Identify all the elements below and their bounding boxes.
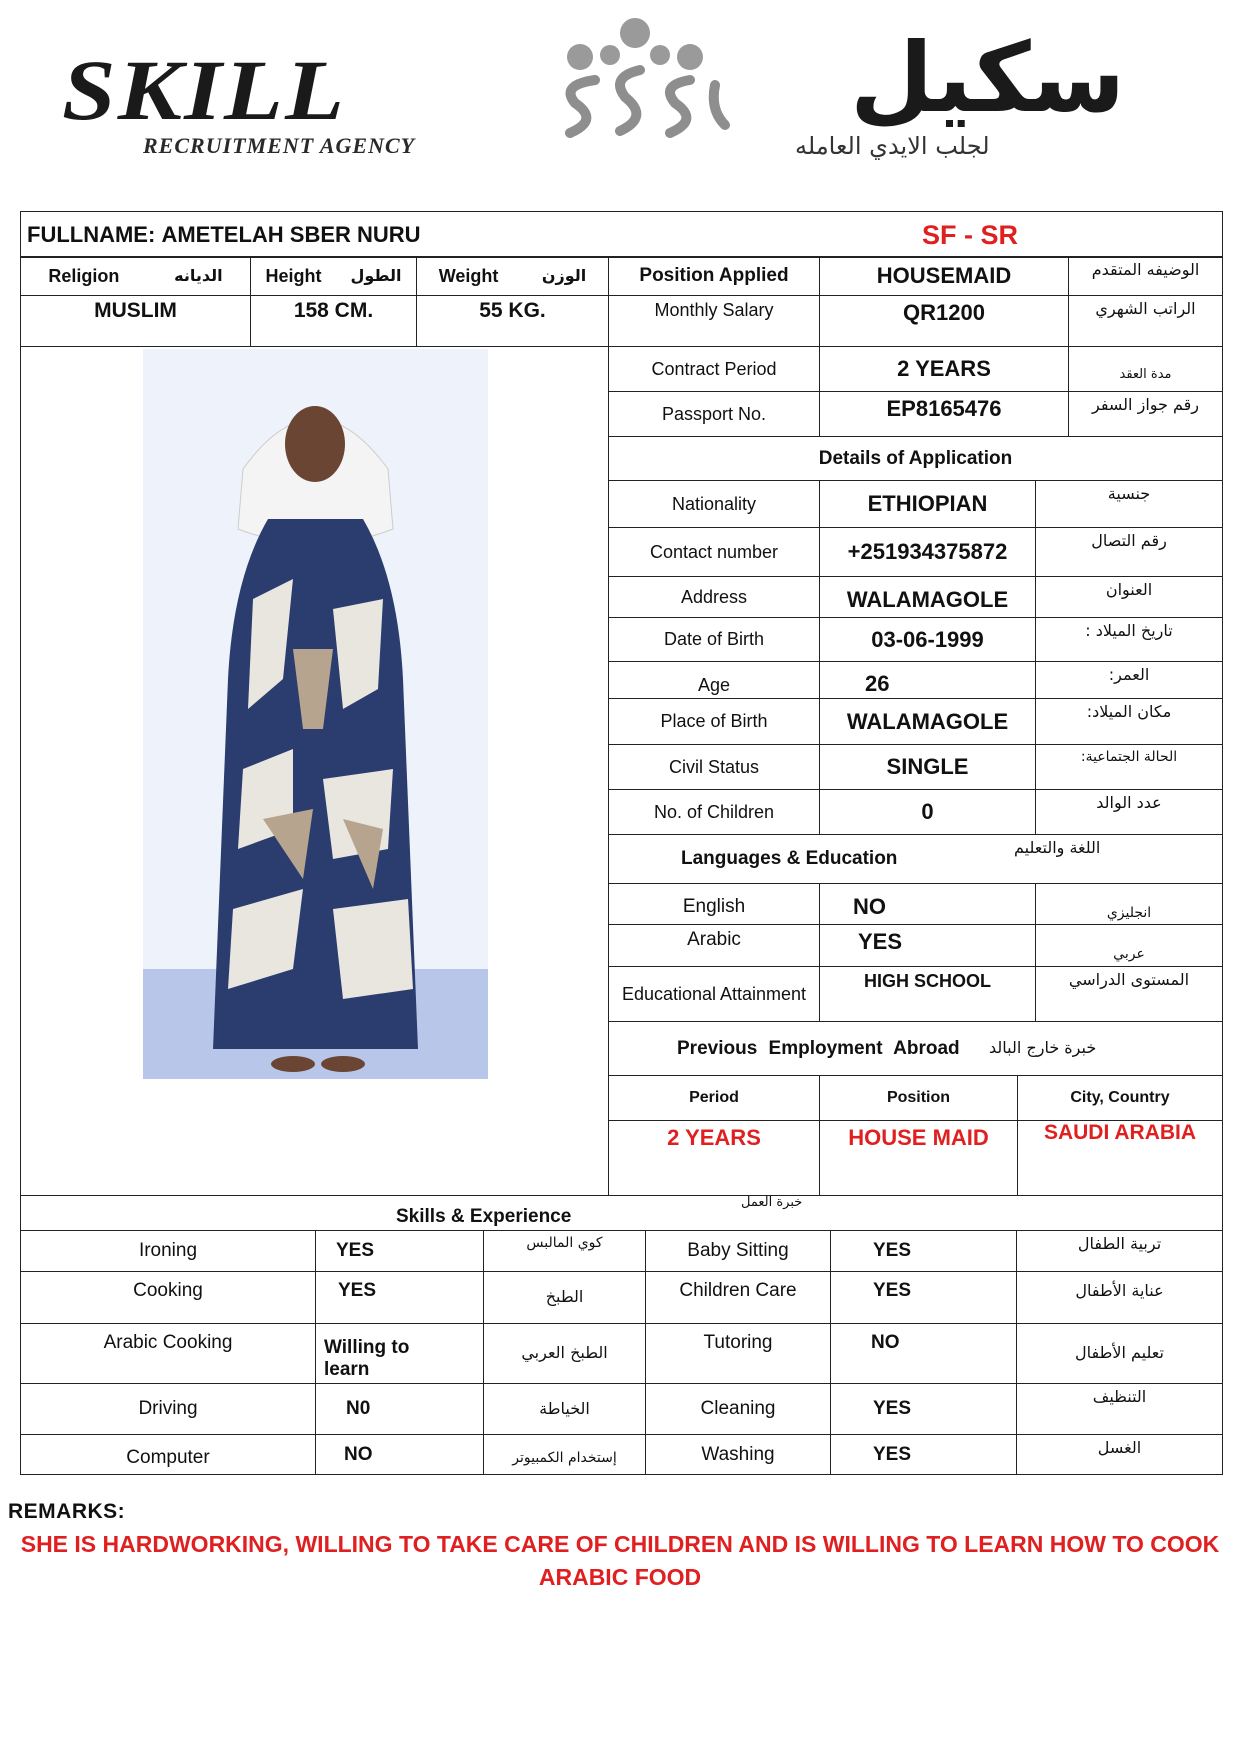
detail-ar: العمر:: [1035, 661, 1223, 699]
detail-value: ETHIOPIAN: [819, 480, 1036, 528]
lang-label: Educational Attainment: [608, 966, 820, 1022]
lang-value: NO: [819, 883, 1036, 925]
height-header: [250, 256, 417, 296]
lang-ar: المستوى الدراسي: [1035, 966, 1223, 1022]
fullname-label: FULLNAME:: [27, 221, 156, 247]
form-code: SF - SR: [921, 220, 1018, 251]
weight-value: 55 KG.: [416, 295, 609, 347]
lang-value: YES: [819, 924, 1036, 967]
detail-ar: تاريخ الميلاد :: [1035, 617, 1223, 662]
brand-subtitle: RECRUITMENT AGENCY: [143, 133, 416, 158]
lang-label: English: [608, 883, 820, 925]
detail-value: WALAMAGOLE: [819, 698, 1036, 745]
fullname-value: AMETELAH SBER NURU: [161, 221, 421, 247]
arabic-subtitle: لجلب الايدي العامله: [795, 132, 990, 160]
skill-ar: الخياطة: [483, 1383, 646, 1435]
religion-header: [20, 256, 251, 296]
passport-value: EP8165476: [819, 391, 1069, 437]
languages-ar: اللغة والتعليم: [1014, 838, 1101, 857]
employment-period: 2 YEARS: [608, 1120, 820, 1196]
detail-label: No. of Children: [608, 789, 820, 835]
remarks-label: REMARKS:: [8, 1500, 126, 1523]
height-value: 158 CM.: [250, 295, 417, 347]
employment-header-position: Position: [819, 1075, 1018, 1121]
detail-ar: مكان الميلاد:: [1035, 698, 1223, 745]
remarks-text: SHE IS HARDWORKING, WILLING TO TAKE CARE OF CHILDREN AND IS WILLING TO LEARN HOW TO COOK ARABIC FOOD: [20, 1531, 1220, 1591]
employment-position: HOUSE MAID: [819, 1120, 1018, 1196]
applicant-photo: [143, 349, 488, 1079]
skill-name: Arabic Cooking: [20, 1323, 316, 1384]
skill-name: Computer: [20, 1434, 316, 1475]
skill-value: YES: [315, 1271, 484, 1324]
languages-title: Languages & Education: [681, 848, 898, 870]
detail-label: Address: [608, 576, 820, 618]
height-ar: الطول: [350, 265, 402, 285]
detail-label: Place of Birth: [608, 698, 820, 745]
skill-ar: إستخدام الكمبيوتر: [483, 1434, 646, 1475]
skill-ar: عناية الأطفال: [1016, 1271, 1223, 1324]
skill-value: NO: [830, 1323, 1017, 1384]
skills-title: Skills & Experience: [396, 1206, 572, 1227]
brand-title: SKILL: [62, 42, 347, 138]
contract-ar: مدة العقد: [1068, 346, 1223, 392]
detail-value: 0: [819, 789, 1036, 835]
weight-ar: الوزن: [541, 265, 587, 285]
detail-ar: عدد الوالد: [1035, 789, 1223, 835]
skill-ar: الغسل: [1016, 1434, 1223, 1475]
lang-ar: انجليزي: [1035, 883, 1223, 925]
lang-value: HIGH SCHOOL: [819, 966, 1036, 1022]
detail-ar: جنسية: [1035, 480, 1223, 528]
skill-ar: الطبخ: [483, 1271, 646, 1324]
skill-value: YES: [830, 1271, 1017, 1324]
photo-frame: [20, 346, 609, 1196]
skill-name: Cleaning: [645, 1383, 831, 1435]
arabic-brand: سكيل: [850, 22, 1126, 134]
skill-value: YES: [830, 1230, 1017, 1272]
position-applied-ar: الوضيفه المتقدم: [1068, 256, 1223, 296]
salary-label: Monthly Salary: [608, 295, 820, 347]
skill-name: Children Care: [645, 1271, 831, 1324]
weight-label: Weight: [438, 265, 499, 286]
details-title: Details of Application: [608, 436, 1223, 481]
skill-name: Tutoring: [645, 1323, 831, 1384]
skill-value: YES: [315, 1230, 484, 1272]
detail-label: Nationality: [608, 480, 820, 528]
religion-value: MUSLIM: [20, 295, 251, 347]
skill-value: N0: [315, 1383, 484, 1435]
contract-label: Contract Period: [608, 346, 820, 392]
employment-city: SAUDI ARABIA: [1017, 1120, 1223, 1196]
skill-name: Baby Sitting: [645, 1230, 831, 1272]
skill-value: YES: [830, 1383, 1017, 1435]
contract-value: 2 YEARS: [819, 346, 1069, 392]
skill-name: Driving: [20, 1383, 316, 1435]
detail-value: WALAMAGOLE: [819, 576, 1036, 618]
detail-label: Age: [608, 661, 820, 699]
detail-ar: العنوان: [1035, 576, 1223, 618]
detail-label: Civil Status: [608, 744, 820, 790]
skill-name: Cooking: [20, 1271, 316, 1324]
passport-ar: رقم جواز السفر: [1068, 391, 1223, 437]
passport-label: Passport No.: [608, 391, 820, 437]
people-logo-icon: [540, 15, 730, 140]
religion-ar: الديانه: [174, 265, 223, 285]
skill-ar: التنظيف: [1016, 1383, 1223, 1435]
detail-label: Contact number: [608, 527, 820, 577]
skill-ar: كوي المالبس: [483, 1230, 646, 1272]
employment-ar: خبرة خارج البالد: [989, 1038, 1097, 1058]
detail-label: Date of Birth: [608, 617, 820, 662]
salary-ar: الراتب الشهري: [1068, 295, 1223, 347]
languages-title-row: [608, 834, 1223, 884]
position-applied-value: HOUSEMAID: [819, 256, 1069, 296]
skill-value: NO: [315, 1434, 484, 1475]
detail-value: 03-06-1999: [819, 617, 1036, 662]
skill-ar: تعليم الأطفال: [1016, 1323, 1223, 1384]
employment-title-row: [608, 1021, 1223, 1076]
salary-value: QR1200: [819, 295, 1069, 347]
employment-title: Previous Employment Abroad: [677, 1037, 960, 1059]
detail-value: SINGLE: [819, 744, 1036, 790]
skill-value: Willing to learn: [315, 1323, 484, 1384]
skill-name: Washing: [645, 1434, 831, 1475]
skill-ar: تربية الطفال: [1016, 1230, 1223, 1272]
weight-header: [416, 256, 609, 296]
detail-value: +251934375872: [819, 527, 1036, 577]
employment-header-city: City, Country: [1017, 1075, 1223, 1121]
skills-ar: خبرة العمل: [741, 1195, 803, 1210]
lang-ar: عربي: [1035, 924, 1223, 967]
religion-label: Religion: [48, 265, 120, 286]
height-label: Height: [265, 265, 322, 286]
skill-name: Ironing: [20, 1230, 316, 1272]
detail-ar: رقم التصال: [1035, 527, 1223, 577]
detail-value: 26: [819, 661, 1036, 699]
employment-header-period: Period: [608, 1075, 820, 1121]
skill-value: YES: [830, 1434, 1017, 1475]
skill-ar: الطبخ العربي: [483, 1323, 646, 1384]
skills-title-row: [20, 1195, 1223, 1231]
detail-ar: الحالة الجتماعية:: [1035, 744, 1223, 790]
position-applied-label: Position Applied: [608, 256, 820, 296]
lang-label: Arabic: [608, 924, 820, 967]
